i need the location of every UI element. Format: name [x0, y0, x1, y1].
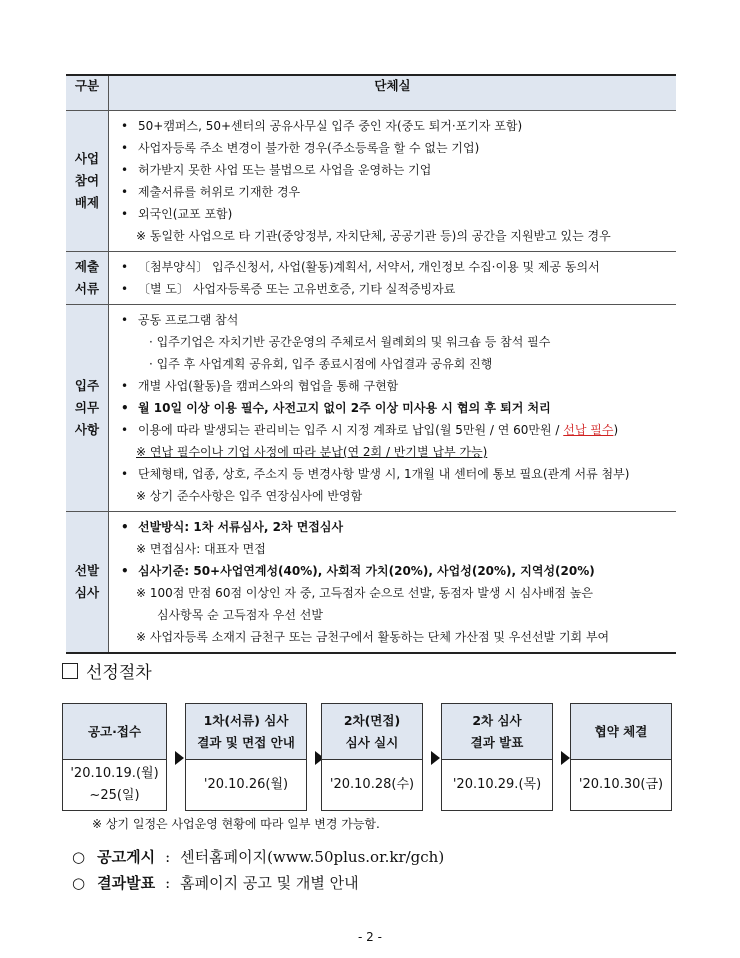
- step-title: [442, 704, 552, 760]
- installment-note: ※ 연납 필수이나 기업 사정에 따라 분납(연 2회 / 반기별 납부 가능): [136, 445, 488, 459]
- note-item: ※ 100점 만점 60점 이상인 자 중, 고득점자 순으로 선발, 동점자 발생 시 심사배점 높은: [136, 586, 594, 600]
- header-title: 단체실: [109, 75, 677, 111]
- category-label: 심사: [74, 585, 100, 600]
- category-label: 사업: [74, 151, 100, 166]
- fee-tail: ): [613, 423, 619, 437]
- table-row: [66, 512, 676, 654]
- step-title-line: 협약 체결: [594, 723, 648, 739]
- procedure-step: [570, 703, 672, 811]
- step-date: [571, 760, 671, 810]
- procedure-step: [185, 703, 307, 811]
- table-row: [66, 305, 676, 512]
- step-title: [322, 704, 422, 760]
- bullet-item: • 〔첨부양식〕 입주신청서, 사업(활동)계획서, 서약서, 개인정보 수집·이용 및 제공 동의서: [109, 256, 676, 278]
- step-title-line: 심사 실시: [345, 734, 399, 750]
- bullet-item: • 사업자등록 주소 변경이 불가한 경우(주소등록을 할 수 없는 기업): [109, 137, 676, 159]
- step-date-line: '20.10.26(월): [203, 777, 289, 792]
- note-item: ※ 면접심사: 대표자 면접: [136, 542, 266, 556]
- bullet-item: • 선발방식: 1차 서류심사, 2차 면접심사: [109, 516, 676, 538]
- bullet-item: • 50+캠퍼스, 50+센터의 공유사무실 입주 중인 자(중도 퇴거·포기자 포함): [109, 115, 676, 137]
- note-continuation: 심사항목 순 고득점자 우선 선발: [157, 608, 323, 622]
- notice-value: 홈페이지 공고 및 개별 안내: [180, 874, 359, 892]
- row-content: [109, 252, 677, 305]
- category-label: 입주: [74, 378, 100, 393]
- row-category: [66, 252, 109, 305]
- bullet-item: • 심사기준: 50+사업연계성(40%), 사회적 가치(20%), 사업성(20%), 지역성(20%): [109, 560, 676, 582]
- bullet-item: • 월 10일 이상 이용 필수, 사전고지 없이 2주 이상 미사용 시 협의 후 퇴거 처리: [109, 397, 676, 419]
- step-date-line: '20.10.28(수): [329, 777, 415, 792]
- step-date: [63, 760, 166, 810]
- category-label: 선발: [74, 563, 100, 578]
- page-number: - 2 -: [358, 930, 382, 944]
- step-title: [186, 704, 306, 760]
- arrow-right-icon: [175, 751, 184, 765]
- procedure-step: [62, 703, 167, 811]
- procedure-step: [441, 703, 553, 811]
- bullet-item: • 제출서류를 허위로 기재한 경우: [109, 181, 676, 203]
- header-category: 구분: [66, 75, 109, 111]
- step-title: [571, 704, 671, 760]
- fee-text: 이용에 따라 발생되는 관리비는 입주 시 지정 계좌로 납입(월 5만원 / 연 60만원 /: [138, 423, 564, 437]
- row-content: [109, 512, 677, 654]
- category-label: 배제: [74, 195, 100, 210]
- note-item: ※ 사업자등록 소재지 금천구 또는 금천구에서 활동하는 단체 가산점 및 우선선발 기회 부여: [136, 630, 610, 644]
- step-date-line: ~25(일): [89, 788, 140, 803]
- arrow-right-icon: [561, 751, 570, 765]
- step-title-line: 결과 발표: [470, 734, 524, 750]
- schedule-footnote: ※ 상기 일정은 사업운영 현황에 따라 일부 변경 가능함.: [92, 817, 380, 831]
- notice-marker: ○: [72, 848, 86, 866]
- procedure-title: 선정절차: [86, 663, 152, 683]
- bullet-item: • 〔별 도〕 사업자등록증 또는 고유번호증, 기타 실적증빙자료: [109, 278, 676, 300]
- eligibility-table: [66, 74, 676, 654]
- step-date-line: '20.10.30(금): [578, 777, 664, 792]
- notice-item: [72, 846, 454, 867]
- notice-label: 결과발표: [97, 874, 156, 892]
- category-label: 사항: [74, 422, 100, 437]
- step-date: [322, 760, 422, 810]
- category-label: 서류: [74, 281, 100, 296]
- note-item: [109, 441, 676, 463]
- row-category: [66, 512, 109, 654]
- step-title-line: 공고·접수: [87, 723, 142, 739]
- checkbox-square-icon: [62, 663, 78, 679]
- category-label: 의무: [74, 400, 100, 415]
- procedure-heading: [62, 658, 152, 683]
- procedure-step: [321, 703, 423, 811]
- sub-item: · 입주 후 사업계획 공유회, 입주 종료시점에 사업결과 공유회 진행: [149, 357, 493, 371]
- step-title-line: 1차(서류) 심사: [203, 712, 289, 728]
- step-title-line: 2차 심사: [472, 712, 522, 728]
- bullet-item: • 외국인(교포 포함): [109, 203, 676, 225]
- arrow-right-icon: [431, 751, 440, 765]
- notice-separator: :: [165, 848, 171, 866]
- step-title: [63, 704, 166, 760]
- note-item: ※ 상기 준수사항은 입주 연장심사에 반영함: [136, 489, 363, 503]
- bullet-item: • 허가받지 못한 사업 또는 불법으로 사업을 운영하는 기업: [109, 159, 676, 181]
- step-date: [442, 760, 552, 810]
- step-date-line: '20.10.19.(월): [70, 766, 159, 781]
- bullet-item: [109, 419, 676, 441]
- step-date-line: '20.10.29.(목): [452, 777, 542, 792]
- row-content: [109, 305, 677, 512]
- notice-value: 센터홈페이지(www.50plus.or.kr/gch): [180, 848, 445, 866]
- notice-label: 공고게시: [97, 848, 156, 866]
- table-row: [66, 252, 676, 305]
- category-label: 참여: [74, 173, 100, 188]
- step-title-line: 결과 및 면접 안내: [197, 734, 295, 750]
- prepay-required: 선납 필수: [563, 423, 614, 437]
- row-category: [66, 305, 109, 512]
- bullet-item: • 개별 사업(활동)을 캠퍼스와의 협업을 통해 구현함: [109, 375, 676, 397]
- notice-item: [72, 872, 369, 893]
- table-header-row: [66, 75, 676, 111]
- step-title-line: 2차(면접): [343, 712, 401, 728]
- step-date: [186, 760, 306, 810]
- bullet-item: • 단체형태, 업종, 상호, 주소지 등 변경사항 발생 시, 1개월 내 센터에 통보 필요(관계 서류 첨부): [109, 463, 676, 485]
- table-row: [66, 111, 676, 252]
- notice-separator: :: [165, 874, 171, 892]
- sub-item: · 입주기업은 자치기반 공간운영의 주체로서 월례회의 및 워크숍 등 참석 필수: [149, 335, 551, 349]
- note-item: ※ 동일한 사업으로 타 기관(중앙정부, 자치단체, 공공기관 등)의 공간을 지원받고 있는 경우: [136, 229, 611, 243]
- notice-marker: ○: [72, 874, 86, 892]
- category-label: 제출: [74, 259, 100, 274]
- row-content: [109, 111, 677, 252]
- row-category: [66, 111, 109, 252]
- bullet-item: • 공동 프로그램 참석: [109, 309, 676, 331]
